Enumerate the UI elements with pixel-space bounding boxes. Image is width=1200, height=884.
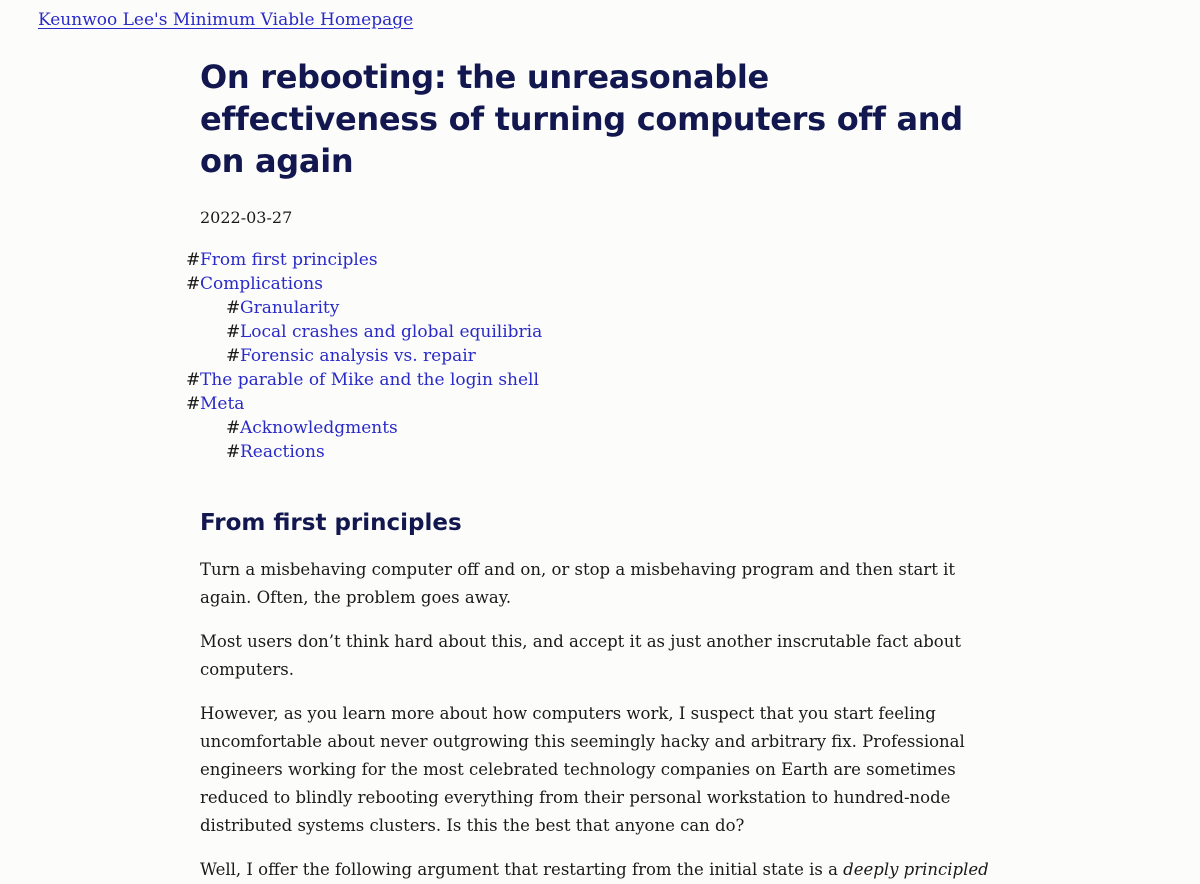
toc-marker: # xyxy=(226,322,241,342)
toc-item-reactions xyxy=(200,440,1000,464)
toc-link[interactable]: Acknowledgments xyxy=(240,418,398,438)
toc-item-meta xyxy=(186,392,1000,416)
toc-marker: # xyxy=(186,274,201,294)
emphasis-text: deeply principled xyxy=(843,860,989,879)
home-link[interactable]: Keunwoo Lee's Minimum Viable Homepage xyxy=(38,10,414,30)
toc-link[interactable]: Local crashes and global equilibria xyxy=(240,322,543,342)
toc-item-from-first-principles xyxy=(186,248,1000,272)
toc-link[interactable]: Granularity xyxy=(240,298,340,318)
toc-item-parable xyxy=(186,368,1000,392)
toc-marker: # xyxy=(226,418,241,438)
toc-item-forensic-analysis xyxy=(200,344,1000,368)
toc-marker: # xyxy=(186,394,201,414)
paragraph-partial xyxy=(200,856,1000,884)
toc-marker: # xyxy=(186,250,201,270)
toc-link[interactable]: The parable of Mike and the login shell xyxy=(200,370,539,390)
section-heading: From first principles xyxy=(200,510,462,536)
page-title: On rebooting: the unreasonable effectiveness of turning computers off and on again xyxy=(200,58,963,180)
article-date: 2022-03-27 xyxy=(200,208,293,227)
article xyxy=(186,56,1000,884)
paragraph-text: Well, I offer the following argument that restarting from the initial state is a xyxy=(200,860,844,879)
toc-link[interactable]: Reactions xyxy=(240,442,325,462)
toc-marker: # xyxy=(226,442,241,462)
toc-link[interactable]: From first principles xyxy=(200,250,378,270)
paragraph: Turn a misbehaving computer off and on, or stop a misbehaving program and then start it again. Often, the problem goes away. xyxy=(200,560,955,607)
toc-marker: # xyxy=(226,298,241,318)
table-of-contents xyxy=(186,248,1000,464)
toc-item-local-crashes xyxy=(200,320,1000,344)
toc-item-acknowledgments xyxy=(200,416,1000,440)
toc-item-granularity xyxy=(200,296,1000,320)
toc-marker: # xyxy=(186,370,201,390)
toc-link[interactable]: Complications xyxy=(200,274,323,294)
toc-link[interactable]: Forensic analysis vs. repair xyxy=(240,346,476,366)
paragraph: However, as you learn more about how computers work, I suspect that you start feeling uncomfortable about never outgrowing this seemingly hacky and arbitrary fix. Professional engineers working for the most celebrated technology companies on Earth are sometimes reduced to blindly rebooting everything from their personal workstation to hundred-node distributed systems clusters. Is this the best that anyone can do? xyxy=(200,704,965,835)
toc-marker: # xyxy=(226,346,241,366)
toc-link[interactable]: Meta xyxy=(200,394,245,414)
toc-item-complications xyxy=(186,272,1000,296)
paragraph: Most users don’t think hard about this, and accept it as just another inscrutable fact about computers. xyxy=(200,632,961,679)
